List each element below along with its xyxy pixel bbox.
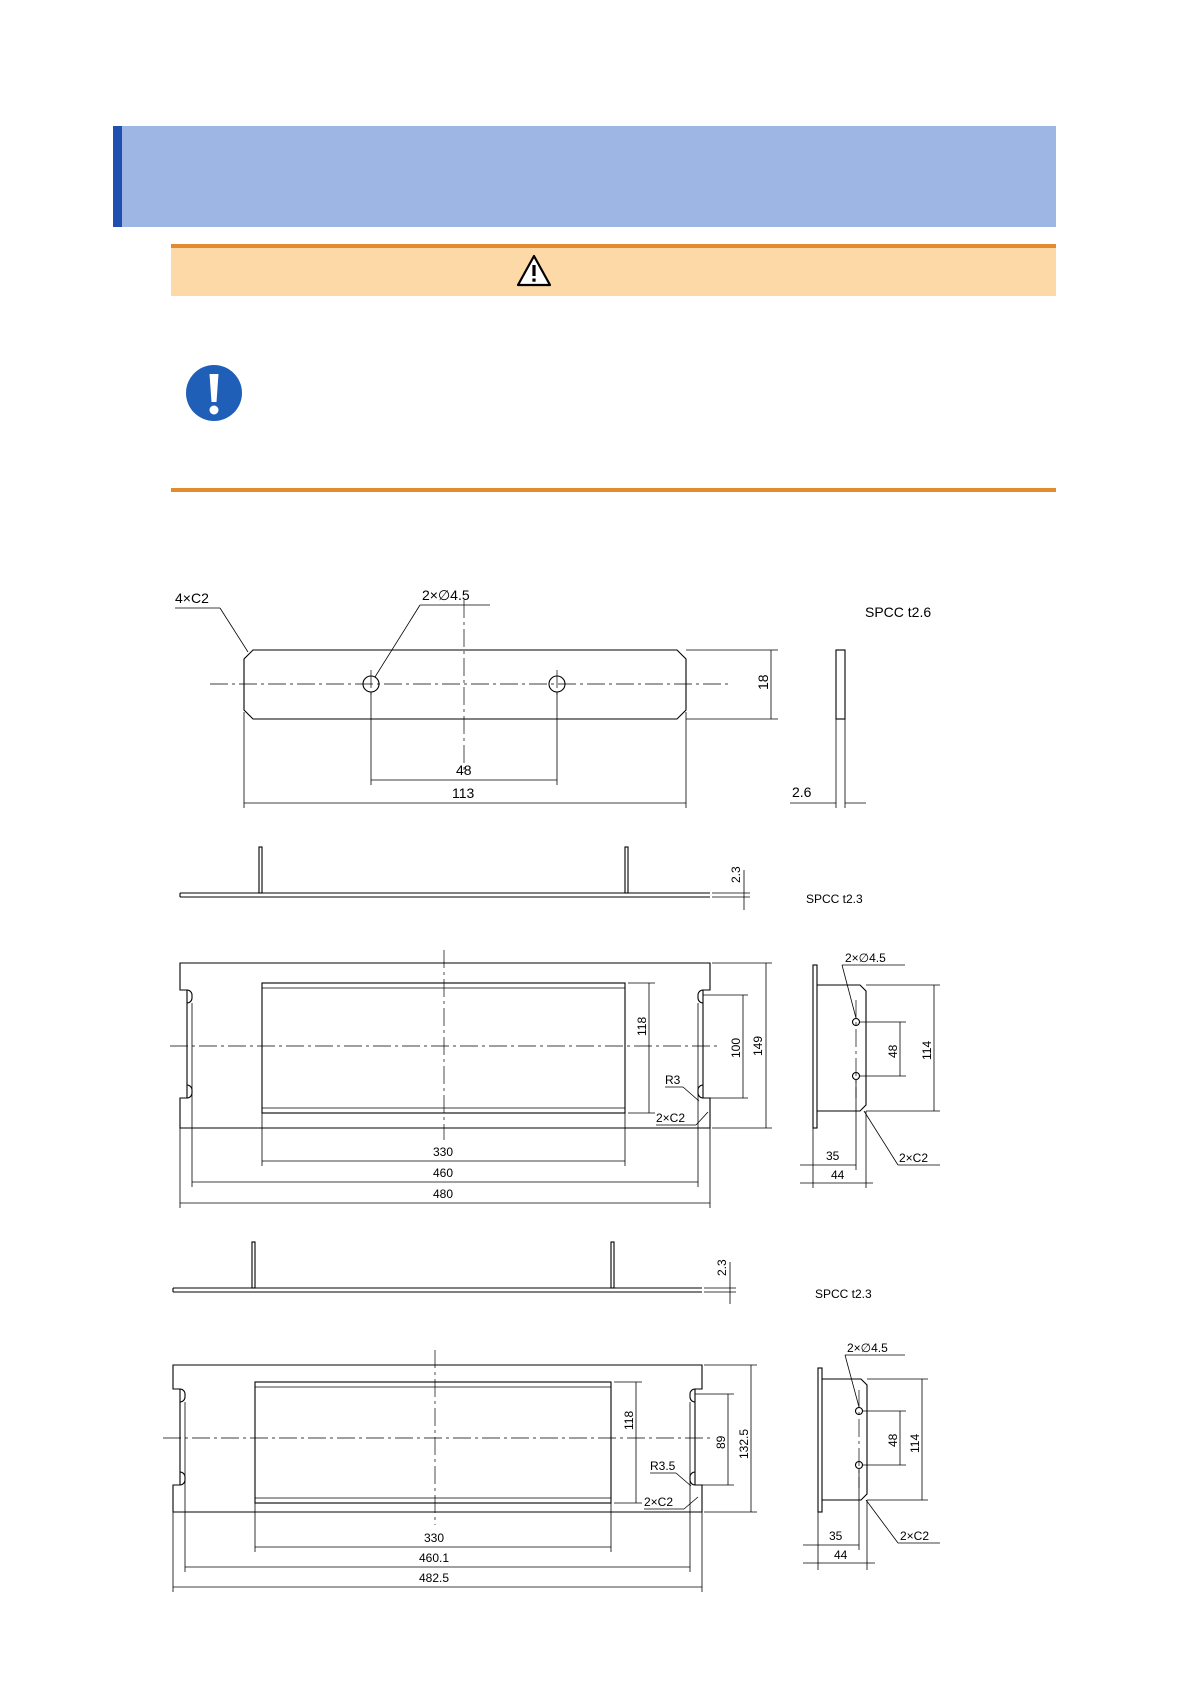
bracket482-radius-label: R3.5 xyxy=(650,1459,676,1473)
bracket480-width-dim: 480 xyxy=(433,1187,454,1201)
bracket482-height-dim: 132.5 xyxy=(737,1428,751,1459)
plate-hole-pitch-dim: 48 xyxy=(456,762,472,778)
bracket480-material-label: SPCC t2.3 xyxy=(806,892,863,906)
drawing-bracket-482-top xyxy=(173,1242,702,1292)
bracket480-chamfer-label: 2×C2 xyxy=(656,1111,686,1125)
drawing-bracket-480-top xyxy=(180,847,710,897)
plate-material-label: SPCC t2.6 xyxy=(865,604,932,620)
drawing-bracket-480-front xyxy=(170,950,720,1140)
bracket480-height-dim: 149 xyxy=(751,1035,765,1056)
bracket482-side-pitch-dim: 48 xyxy=(886,1433,900,1447)
bracket480-depth-outer-dim: 44 xyxy=(831,1168,845,1182)
plate-chamfer-label: 4×C2 xyxy=(175,590,209,606)
drawing-bracket-482-front xyxy=(163,1350,712,1525)
plate-thickness-dim: 2.6 xyxy=(792,784,812,800)
bracket482-opening-height-dim: 118 xyxy=(622,1410,636,1430)
plate-height-dim: 18 xyxy=(755,674,771,690)
bracket480-side-pitch-dim: 48 xyxy=(886,1044,900,1058)
bracket480-thickness-dim: 2.3 xyxy=(729,866,743,883)
bracket480-side-height-dim: 114 xyxy=(920,1040,934,1060)
bracket482-side-chamfer-label: 2×C2 xyxy=(900,1529,930,1543)
bracket480-side-chamfer-label: 2×C2 xyxy=(899,1151,929,1165)
bracket480-slot-pitch-dim: 100 xyxy=(729,1037,743,1058)
bracket480-radius-label: R3 xyxy=(665,1073,681,1087)
bracket482-side-holes-label: 2×∅4.5 xyxy=(847,1341,888,1355)
drawing-bracket-480-side xyxy=(813,965,866,1128)
drawing-bracket-482-side xyxy=(818,1368,867,1512)
bracket482-chamfer-label: 2×C2 xyxy=(644,1495,674,1509)
bracket482-side-height-dim: 114 xyxy=(908,1433,922,1453)
plate-length-dim: 113 xyxy=(452,785,475,801)
bracket480-opening-width-dim: 330 xyxy=(433,1145,454,1159)
bracket482-slot-span-dim: 460.1 xyxy=(419,1551,450,1565)
bracket480-depth-inner-dim: 35 xyxy=(826,1149,840,1163)
bracket482-material-label: SPCC t2.3 xyxy=(815,1287,872,1301)
plate-side-view xyxy=(836,650,845,719)
bracket482-depth-inner-dim: 35 xyxy=(829,1529,843,1543)
bracket482-depth-outer-dim: 44 xyxy=(834,1548,848,1562)
bracket480-side-holes-label: 2×∅4.5 xyxy=(845,951,886,965)
bracket480-opening-height-dim: 118 xyxy=(635,1016,649,1036)
bracket480-slot-span-dim: 460 xyxy=(433,1166,454,1180)
bracket482-thickness-dim: 2.3 xyxy=(715,1259,729,1276)
bracket482-slot-pitch-dim: 89 xyxy=(714,1435,728,1449)
plate-holes-label: 2×∅4.5 xyxy=(422,587,470,603)
drawing-plate-front xyxy=(210,600,730,772)
bracket482-width-dim: 482.5 xyxy=(419,1571,450,1585)
bracket482-opening-width-dim: 330 xyxy=(424,1531,445,1545)
